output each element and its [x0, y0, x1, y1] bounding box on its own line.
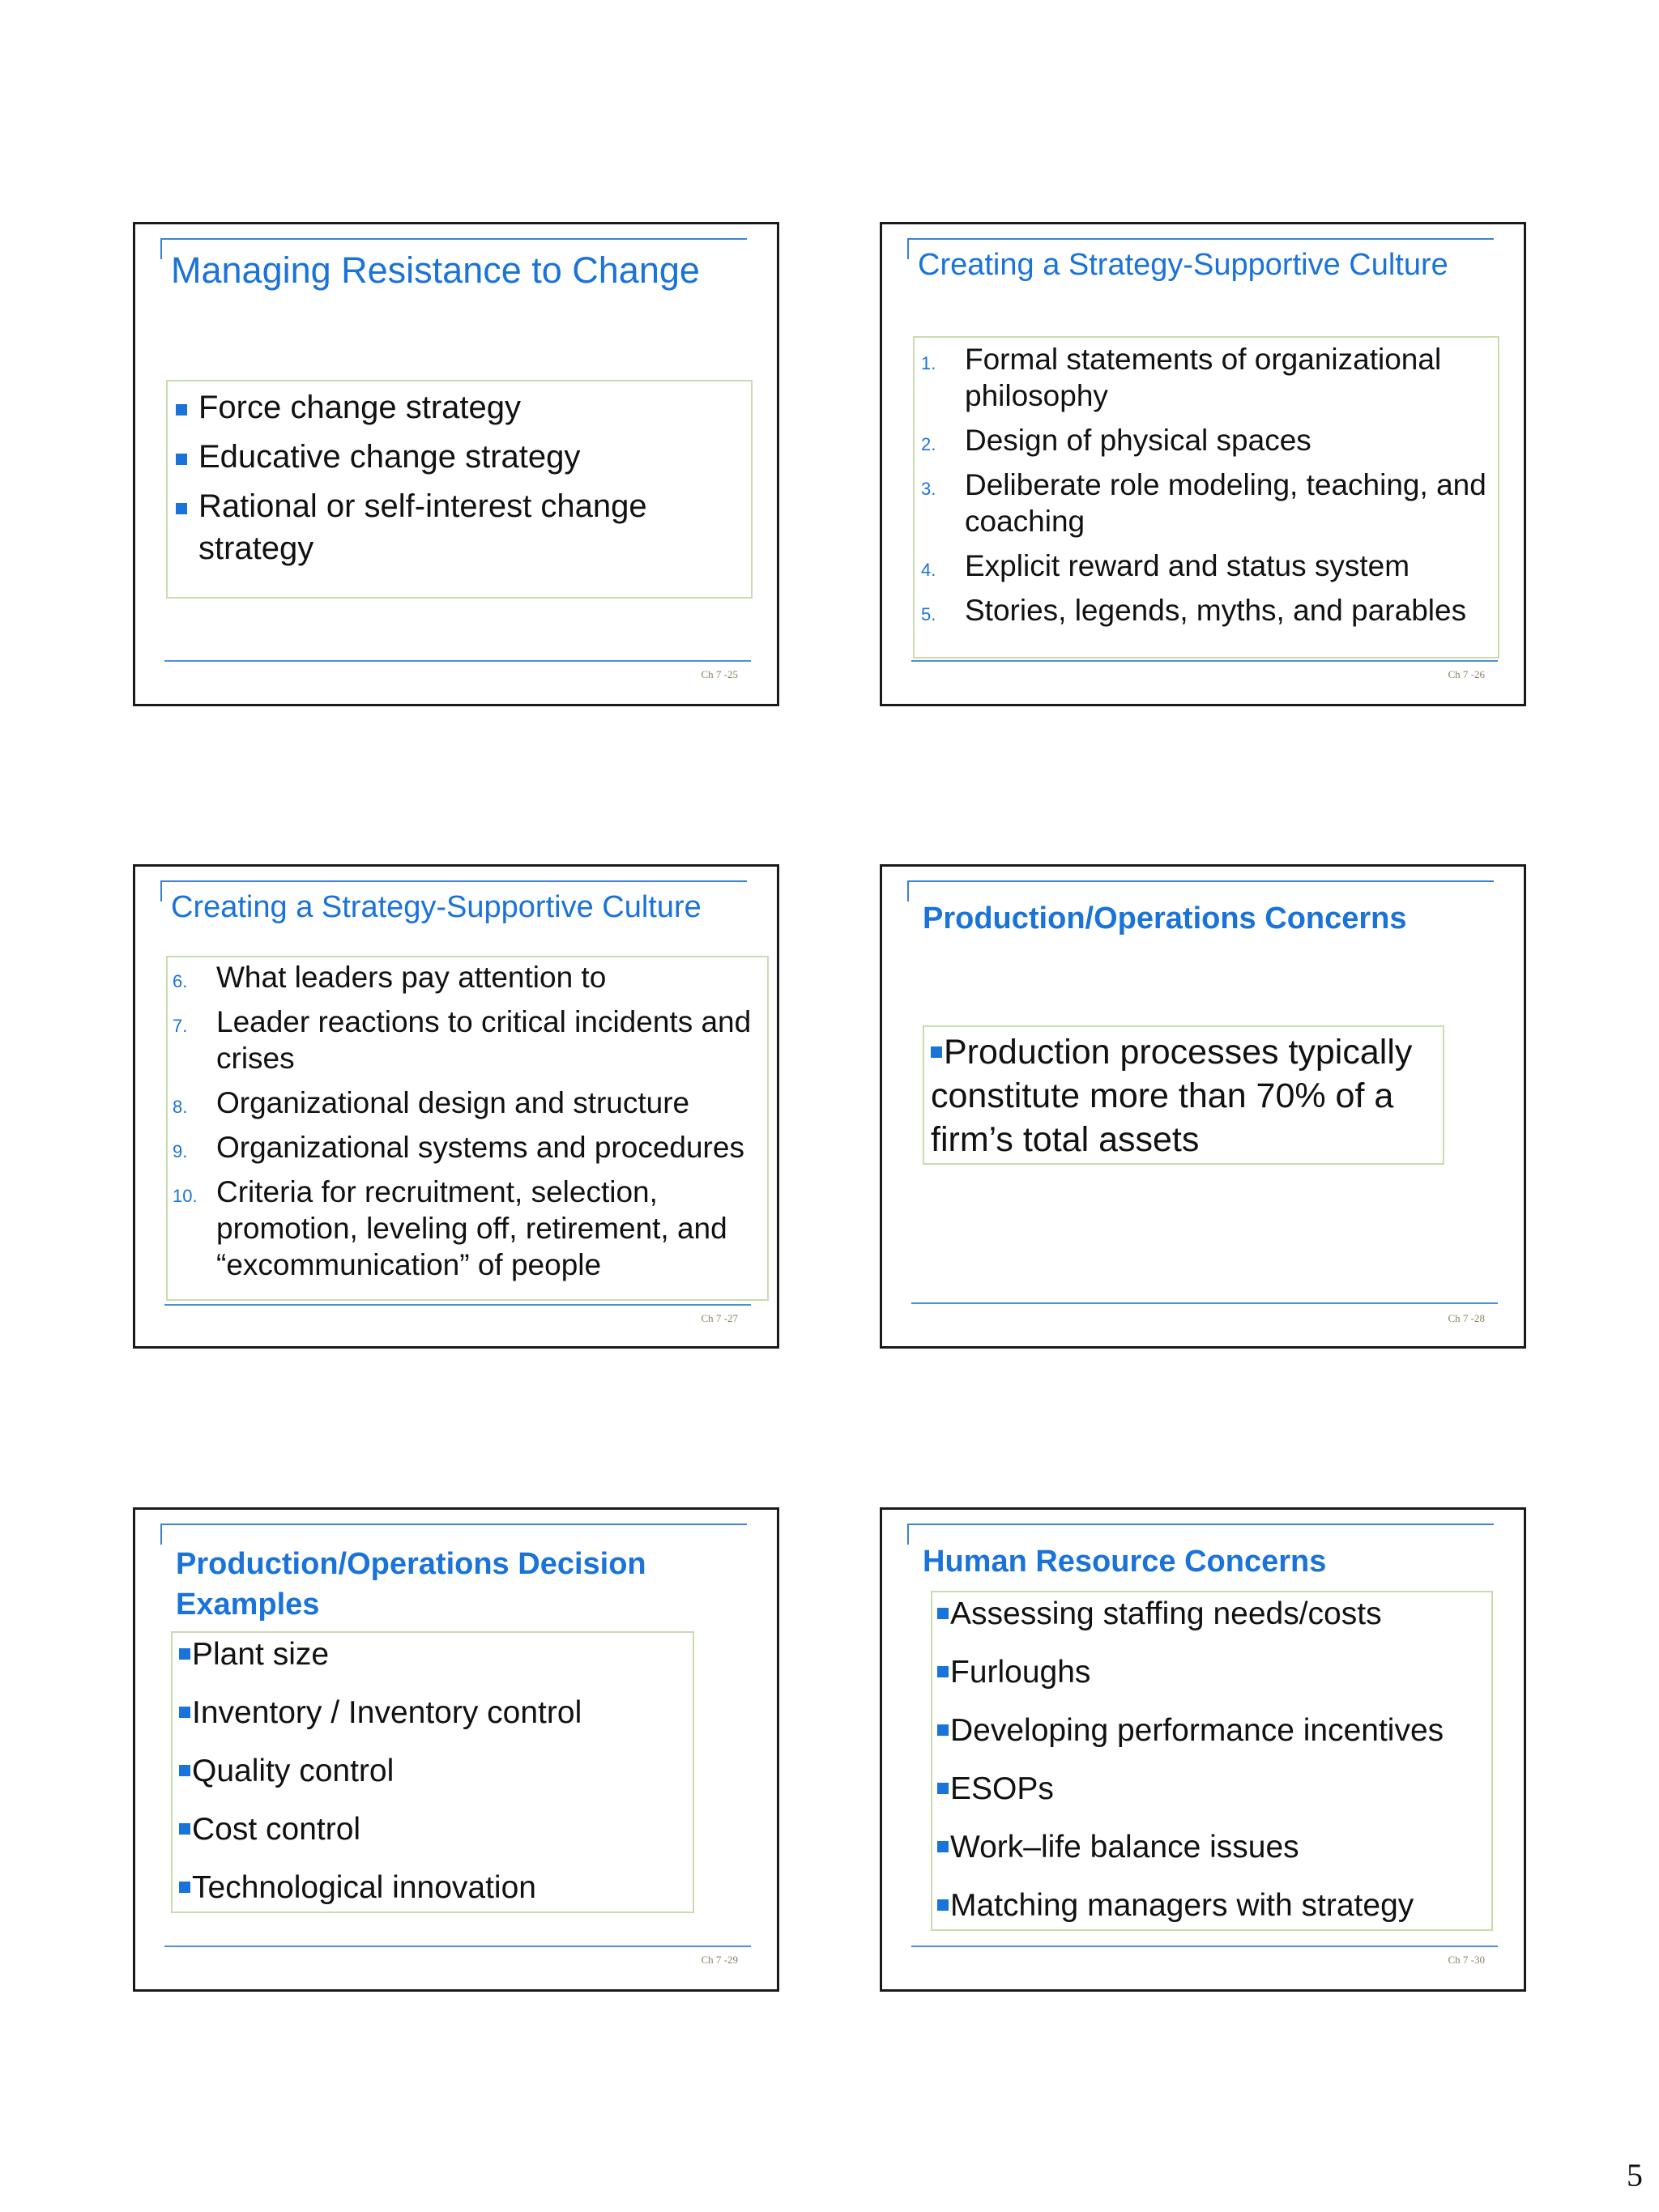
slide-title: Managing Resistance to Change	[171, 249, 700, 291]
slide-30	[880, 1507, 1526, 1992]
square-bullet-icon	[179, 1707, 190, 1718]
list-item: Cost control	[179, 1809, 686, 1850]
list-item: Developing performance incentives	[937, 1711, 1486, 1751]
slide-29	[133, 1507, 779, 1992]
footer-rule	[164, 660, 751, 662]
content-box	[166, 380, 753, 599]
slide-title: Creating a Strategy-Supportive Culture	[171, 890, 702, 924]
slide-title: Production/Operations Decision Examples	[176, 1547, 646, 1622]
square-bullet-icon	[937, 1783, 949, 1794]
square-bullet-icon	[937, 1841, 949, 1852]
list-item: Force change strategy	[176, 386, 743, 428]
list-item: Rational or self-interest change strategy	[176, 485, 743, 569]
list-item: 2. Design of physical spaces	[921, 424, 1311, 457]
list-item: 4. Explicit reward and status system	[921, 549, 1410, 582]
footer-rule	[164, 1946, 751, 1947]
slide-footer: Ch 7 -25	[701, 668, 738, 680]
list-item: Plant size	[179, 1634, 686, 1675]
slide-25	[133, 222, 779, 706]
square-bullet-icon	[937, 1666, 949, 1677]
list-item: Furloughs	[937, 1652, 1486, 1693]
slide-footer: Ch 7 -30	[1448, 1954, 1485, 1966]
list-item: Quality control	[179, 1751, 686, 1792]
content-box	[171, 1631, 694, 1913]
square-bullet-icon	[179, 1882, 190, 1893]
list-item: Technological innovation	[179, 1868, 686, 1908]
content-box	[931, 1591, 1493, 1931]
list-item: Inventory / Inventory control	[179, 1693, 686, 1733]
list-item: Educative change strategy	[176, 436, 743, 478]
square-bullet-icon	[179, 1648, 190, 1660]
square-bullet-icon	[176, 404, 187, 416]
slide-footer: Ch 7 -28	[1448, 1312, 1485, 1324]
slide-footer: Ch 7 -27	[701, 1312, 738, 1324]
footer-rule	[164, 1304, 751, 1306]
title-rule	[160, 1524, 747, 1545]
square-bullet-icon	[179, 1823, 190, 1835]
slide-title: Production/Operations Concerns	[923, 901, 1407, 936]
list-item: 5. Stories, legends, myths, and parables	[921, 594, 1467, 627]
slide-title: Creating a Strategy-Supportive Culture	[918, 248, 1448, 282]
list-item: 3. Deliberate role modeling, teaching, and coaching	[921, 468, 1486, 538]
slide-title: Human Resource Concerns	[923, 1545, 1327, 1579]
square-bullet-icon	[937, 1608, 949, 1619]
list-item: 6. What leaders pay attention to	[173, 961, 607, 994]
footer-rule	[911, 1946, 1498, 1947]
page-number: 5	[1627, 2157, 1643, 2193]
title-rule	[907, 880, 1494, 901]
square-bullet-icon	[937, 1724, 949, 1736]
content-box	[913, 336, 1499, 658]
list-item: 9. Organizational systems and procedures	[173, 1131, 744, 1164]
list-item: 10. Criteria for recruitment, selection, promotion, leveling off, retirement, and “excommunication” of people	[173, 1175, 727, 1281]
list-item: Assessing staffing needs/costs	[937, 1594, 1486, 1634]
slide-footer: Ch 7 -29	[701, 1954, 738, 1966]
content-box	[923, 1025, 1444, 1165]
square-bullet-icon	[937, 1899, 949, 1911]
list-item: 8. Organizational design and structure	[173, 1086, 690, 1119]
slide-26	[880, 222, 1526, 706]
list-item: Matching managers with strategy	[937, 1886, 1486, 1926]
title-rule	[907, 1524, 1494, 1545]
footer-rule	[911, 660, 1498, 662]
list-item: ESOPs	[937, 1769, 1486, 1809]
square-bullet-icon	[179, 1765, 190, 1776]
square-bullet-icon	[176, 454, 187, 465]
square-bullet-icon	[176, 503, 187, 514]
list-item: Work–life balance issues	[937, 1827, 1486, 1868]
content-box	[166, 956, 769, 1301]
square-bullet-icon	[931, 1046, 942, 1058]
slide-27	[133, 864, 779, 1349]
footer-rule	[911, 1302, 1498, 1304]
slide-28	[880, 864, 1526, 1349]
list-item: 1. Formal statements of organizational philosophy	[921, 343, 1442, 412]
list-item: Production processes typically constitute more than 70% of a firm’s total assets	[931, 1033, 1413, 1159]
list-item: 7. Leader reactions to critical incidents and crises	[173, 1005, 752, 1075]
slide-footer: Ch 7 -26	[1448, 668, 1485, 680]
